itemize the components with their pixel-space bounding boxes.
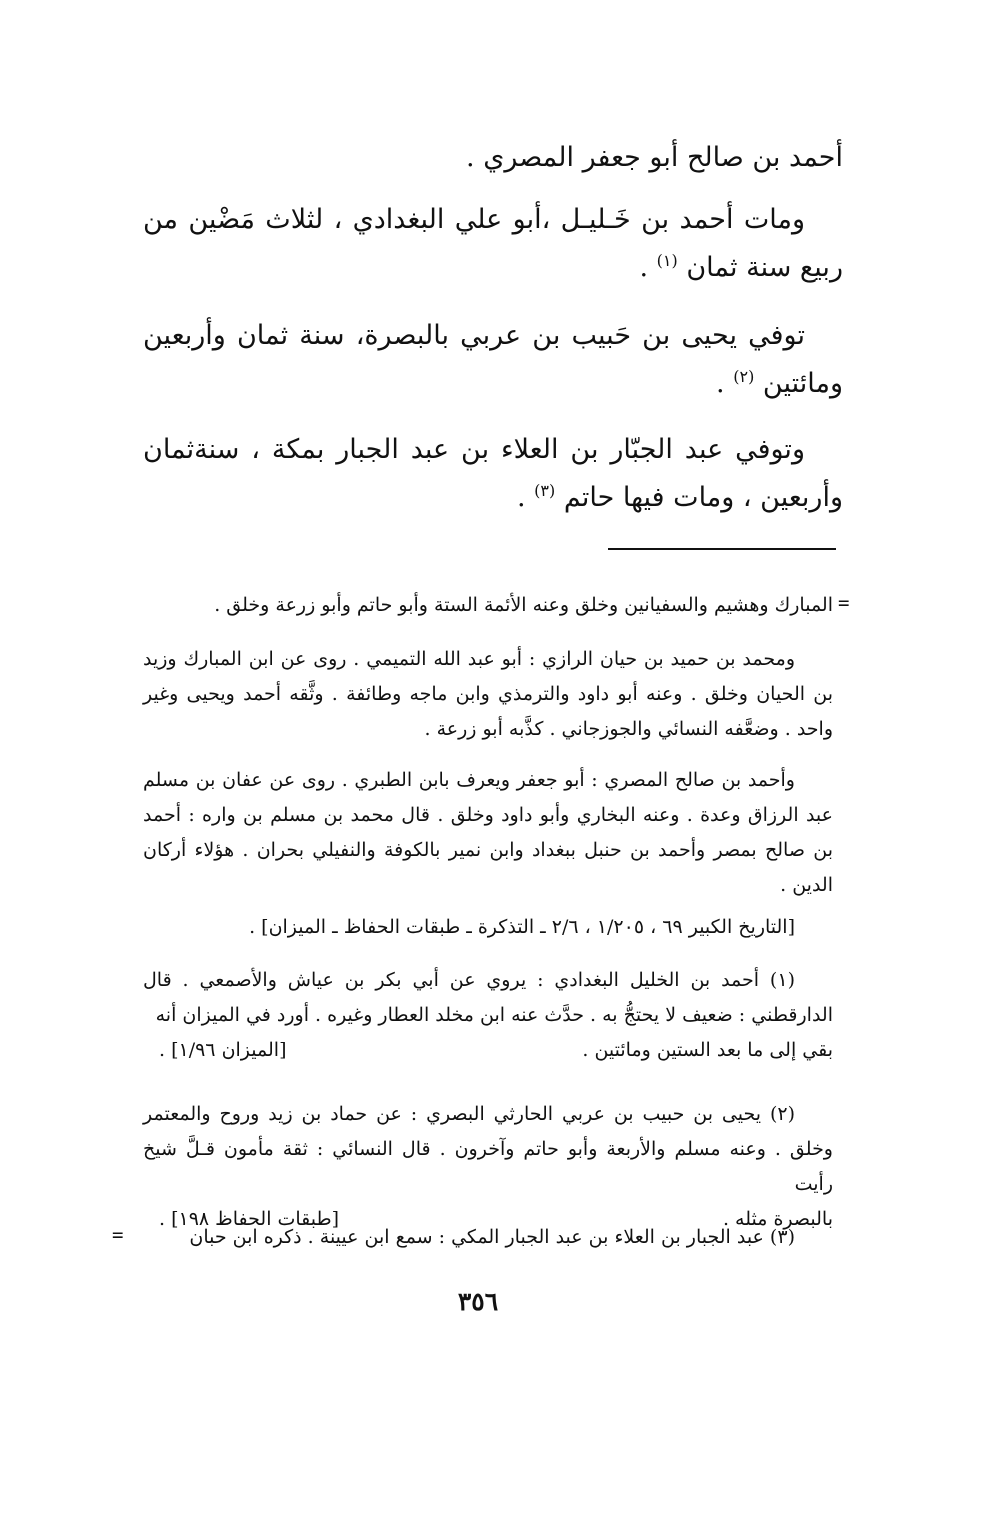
footnote-separator <box>608 548 836 550</box>
continuation-mark-start: = <box>838 592 850 614</box>
page-number: ٣٥٦ <box>457 1287 499 1316</box>
footnote-references: [التاريخ الكبير ٦٩ ، ١/٢٠٥ ، ٢/٦ ـ التذكرة ـ طبقات الحفاظ ـ الميزان] . <box>249 916 795 938</box>
footnote-ref-1: (١) <box>656 251 678 270</box>
footnote-2: (٢) يحيى بن حبيب بن عربي الحارثي البصري : عن حماد بن زيد وروح والمعتمر وخلق . وعنه مسلم والأربعة وأبو حاتم وآخرون . قال النسائي : ثقة مأمون قـلَّ شيخ رأيت بالبصرة مثله . [طبقات الحفاظ ١٩٨] . <box>143 1097 833 1237</box>
continuation-mark-end: = <box>112 1224 124 1246</box>
footnote-continuation: المبارك وهشيم والسفيانين وخلق وعنه الأئمة الستة وأبو حاتم وأبو زرعة وخلق . <box>214 594 833 616</box>
footnote-1: (١) أحمد بن الخليل البغدادي : يروي عن أبي بكر بن عياش والأصمعي . قال الدارقطني : ضعيف لا يحتجُّ به . حدَّث عنه ابن مخلد العطار وغيره . أورد في الميزان أنه بقي إلى ما بعد الستين ومائتين . [الميزان ١/٩٦] . <box>143 963 833 1068</box>
main-paragraph-yahya-habib: توفي يحيى بن حَبيب بن عربي بالبصرة، سنة ثمان وأربعين ومائتين $^{(٢)}$ . <box>143 320 843 399</box>
footnote-ahmad-salih-bio: وأحمد بن صالح المصري : أبو جعفر ويعرف بابن الطبري . روى عن عفان بن مسلم عبد الرزاق وعدة . وعنه البخاري وأبو داود وخلق . قال محمد بن مسلم بن واره : أحمد بن صالح بمصر وأحمد بن حنبل ببغداد وابن نمير بالكوفة والنفيلي بحران . هؤلاء أركان الدين . <box>143 769 833 896</box>
footnote-ref-2: (٢) <box>733 367 755 386</box>
main-paragraph-abd-al-jabbar: وتوفي عبد الجبّار بن العلاء بن عبد الجبار بمكة ، سنةثمان وأربعين ، ومات فيها حاتم $^{(٣)}$ . <box>143 434 843 513</box>
footnote-2-reference: [طبقات الحفاظ ١٩٨] . <box>159 1208 340 1230</box>
main-text-line-1 <box>143 134 843 182</box>
footnote-1-reference: [الميزان ١/٩٦] . <box>159 1039 287 1061</box>
footnote-ref-3: (٣) <box>534 481 556 500</box>
footnote-razi: ومحمد بن حميد بن حيان الرازي : أبو عبد الله التميمي . روى عن ابن المبارك وزيد بن الحيان وخلق . وعنه أبو داود والترمذي وابن ماجه وطائفة . وثَّقه أحمد ويحيى وغير واحد . وضعَّفه النسائي والجوزجاني . كذَّبه أبو زرعة . <box>143 648 833 740</box>
main-line-ahmad-salih: أحمد بن صالح أبو جعفر المصري . <box>466 142 843 173</box>
main-paragraph-ibn-khalil: ومات أحمد بن خَـليـل ،أبو علي البغدادي ، لثلاث مَضْين من ربيع سنة ثمان $^{(١)}$ . <box>143 204 843 283</box>
footnote-3: (٣) عبد الجبار بن العلاء بن عبد الجبار المكي : سمع ابن عيينة . ذكره ابن حبان <box>189 1226 795 1248</box>
